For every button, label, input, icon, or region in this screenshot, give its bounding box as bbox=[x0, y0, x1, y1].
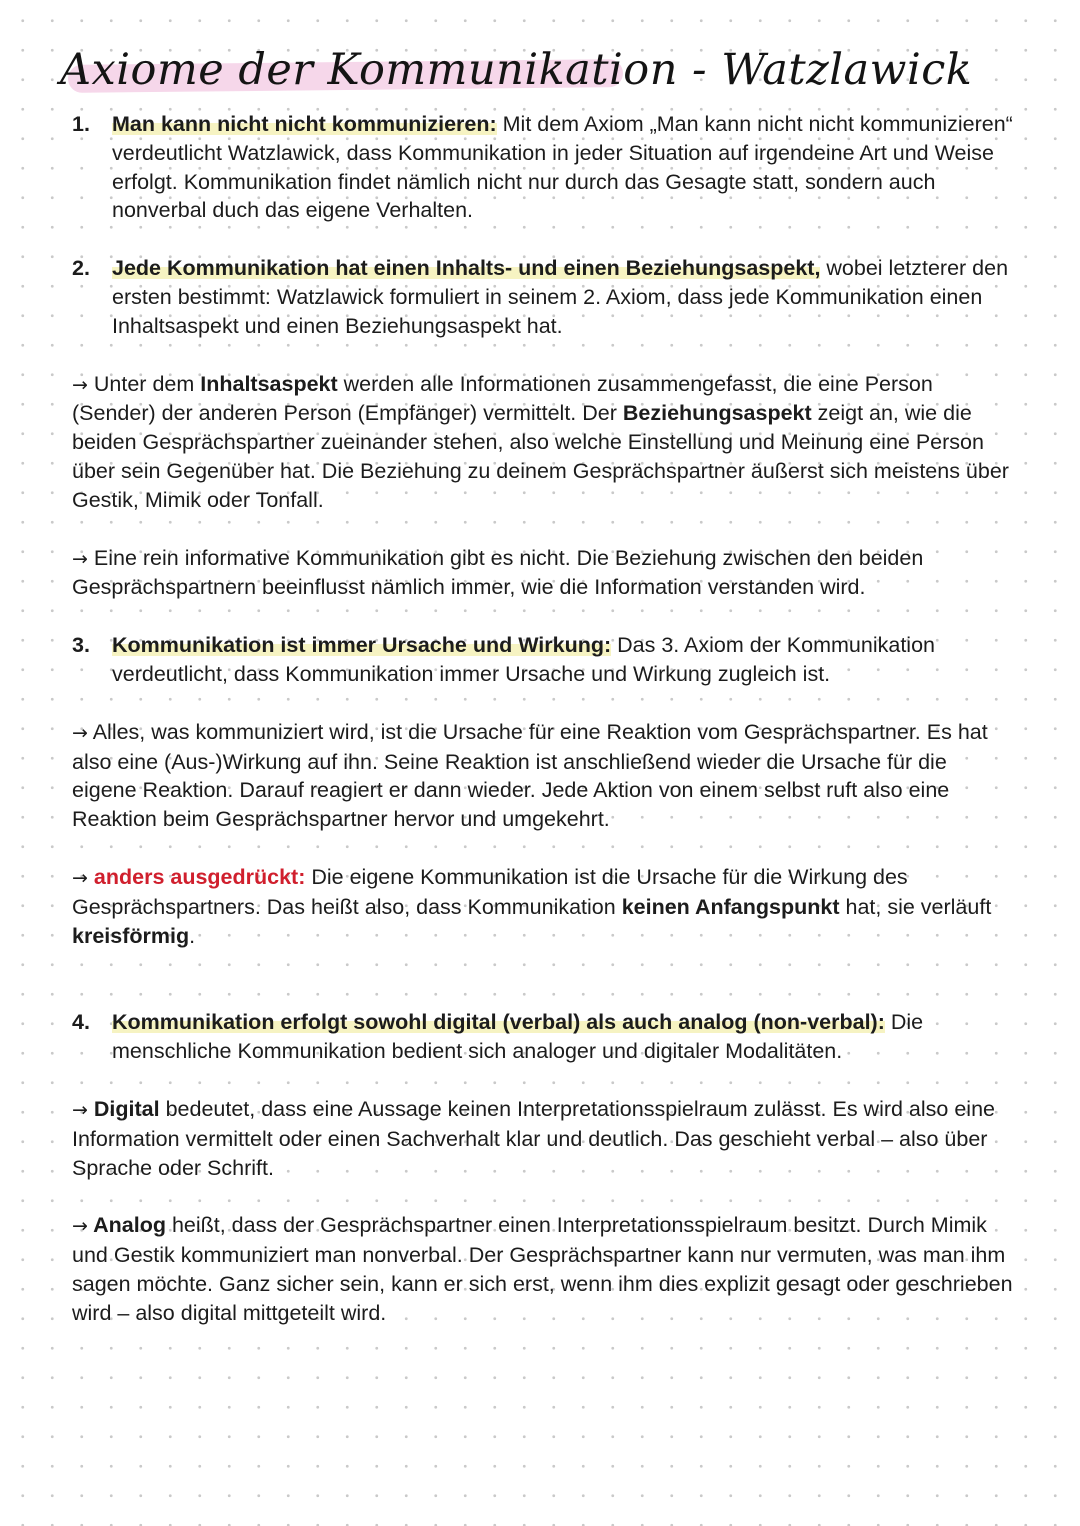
note-text: zeigt an, wie die beiden Gesprächspartner zueinander stehen, also welche Einstellung und Meinung eine Person über sein Gegenüber hat. Die Beziehung zu deinem Gesprächspartner äußerst sich meistens über Gestik, Mimik oder Tonfall. bbox=[72, 401, 1009, 512]
axiom-heading: Man kann nicht nicht kommunizieren: bbox=[112, 112, 497, 136]
note-bold: Inhaltsaspekt bbox=[200, 371, 338, 396]
note-text: heißt, dass der Gesprächspartner einen Interpretationsspielraum besitzt. Durch Mimik und Gestik kommuniziert man nonverbal. Der Gesprächspartner kann nur vermuten, was man ihm sagen möchte. Ganz sicher sein, kann er sich erst, wenn ihm dies explizit gesagt oder geschrieben wird – also digital mittgeteilt wird. bbox=[72, 1213, 1013, 1325]
axiom-4 bbox=[72, 1008, 1017, 1066]
note-digital bbox=[72, 1095, 1017, 1182]
note-text: Unter dem bbox=[87, 371, 201, 396]
note-anders bbox=[72, 863, 1017, 950]
note-bold: Beziehungsaspekt bbox=[622, 401, 812, 426]
axiom-body bbox=[112, 254, 1017, 340]
note-text: Alles, was kommuniziert wird, ist die Ursache für eine Reaktion vom Gesprächspartner. Es hat also eine (Aus-)Wirkung auf ihn. Seine Reaktion ist anschließend wieder die Ursache für die eigene Reaktion. Darauf reagiert er dann wieder. Jede Aktion von einem selbst ruft also eine Reaktion beim Gesprächspartner hervor und umgekehrt. bbox=[72, 719, 988, 832]
axiom-1 bbox=[72, 110, 1017, 225]
note-bold: Analog bbox=[87, 1213, 166, 1238]
arrow-icon: → bbox=[72, 866, 88, 889]
note-text: werden alle Informationen zusammengefasst, die eine Person (Sender) der anderen Person (Empfänger) vermittelt. Der bbox=[72, 371, 933, 426]
axiom-text: Das 3. Axiom der Kommunikation verdeutlicht, dass Kommunikation immer Ursache und Wirkung zugleich ist. bbox=[112, 633, 935, 686]
notes-content bbox=[72, 110, 1017, 1328]
arrow-icon: → bbox=[72, 547, 88, 570]
note-red-label: anders ausgedrückt: bbox=[87, 864, 306, 889]
axiom-number: 2. bbox=[72, 256, 90, 281]
axiom-2 bbox=[72, 254, 1017, 340]
axiom-body bbox=[112, 631, 1017, 689]
arrow-icon: → bbox=[72, 1098, 88, 1121]
note-text: Die eigene Kommunikation ist die Ursache für die Wirkung des Gesprächspartners. Das heißt also, dass Kommunikation bbox=[72, 864, 908, 919]
axiom-heading: Kommunikation erfolgt sowohl digital (verbal) als auch analog (non-verbal): bbox=[112, 1010, 885, 1035]
note-text: . bbox=[189, 923, 196, 948]
arrow-icon: → bbox=[72, 721, 88, 744]
axiom-number: 4. bbox=[72, 1010, 90, 1035]
arrow-icon: → bbox=[72, 373, 88, 396]
note-inhaltsaspekt bbox=[72, 370, 1017, 515]
note-bold: kreisförmig bbox=[72, 923, 190, 948]
axiom-text: Mit dem Axiom „Man kann nicht nicht kommunizieren“ verdeutlicht Watzlawick, dass Kommunikation in jeder Situation auf irgendeine Art und Weise erfolgt. Kommunikation findet nämlich nicht nur durch das Gesagte statt, sondern auch nonverbal duch das eigene Verhalten. bbox=[112, 112, 1013, 223]
note-bold: keinen Anfangspunkt bbox=[621, 894, 840, 919]
axiom-heading: Kommunikation ist immer Ursache und Wirkung: bbox=[112, 633, 612, 658]
axiom-body bbox=[112, 1008, 1017, 1066]
title-block bbox=[60, 34, 973, 106]
axiom-number: 3. bbox=[72, 633, 90, 658]
note-text: Eine rein informative Kommunikation gibt es nicht. Die Beziehung zwischen den beiden Gesprächspartnern beeinflusst nämlich immer, wie die Information verstanden wird. bbox=[72, 545, 924, 600]
axiom-3 bbox=[72, 631, 1017, 689]
axiom-text: Die menschliche Kommunikation bedient sich analoger und digitaler Modalitäten. bbox=[112, 1010, 924, 1064]
note-bold: Digital bbox=[87, 1096, 160, 1121]
axiom-text: wobei letzterer den ersten bestimmt: Watzlawick formuliert in seinem 2. Axiom, dass jede Kommunikation einen Inhaltsaspekt und einen Beziehungsaspekt hat. bbox=[112, 256, 1009, 338]
arrow-icon: → bbox=[72, 1215, 88, 1238]
note-informativ bbox=[72, 544, 1017, 603]
axiom-body bbox=[112, 110, 1017, 225]
note-analog bbox=[72, 1211, 1017, 1327]
note-text: hat, sie verläuft bbox=[839, 894, 992, 919]
page-title: Axiome der Kommunikation - Watzlawick bbox=[60, 45, 973, 95]
note-ursache bbox=[72, 718, 1017, 834]
axiom-heading: Jede Kommunikation hat einen Inhalts- und einen Beziehungsaspekt, bbox=[112, 256, 821, 281]
axiom-number: 1. bbox=[72, 112, 90, 136]
note-text: bedeutet, dass eine Aussage keinen Interpretationsspielraum zulässt. Es wird also eine Information vermittelt oder einen Sachverhalt klar und deutlich. Das geschieht verbal – also über Sprache oder Schrift. bbox=[72, 1096, 995, 1180]
